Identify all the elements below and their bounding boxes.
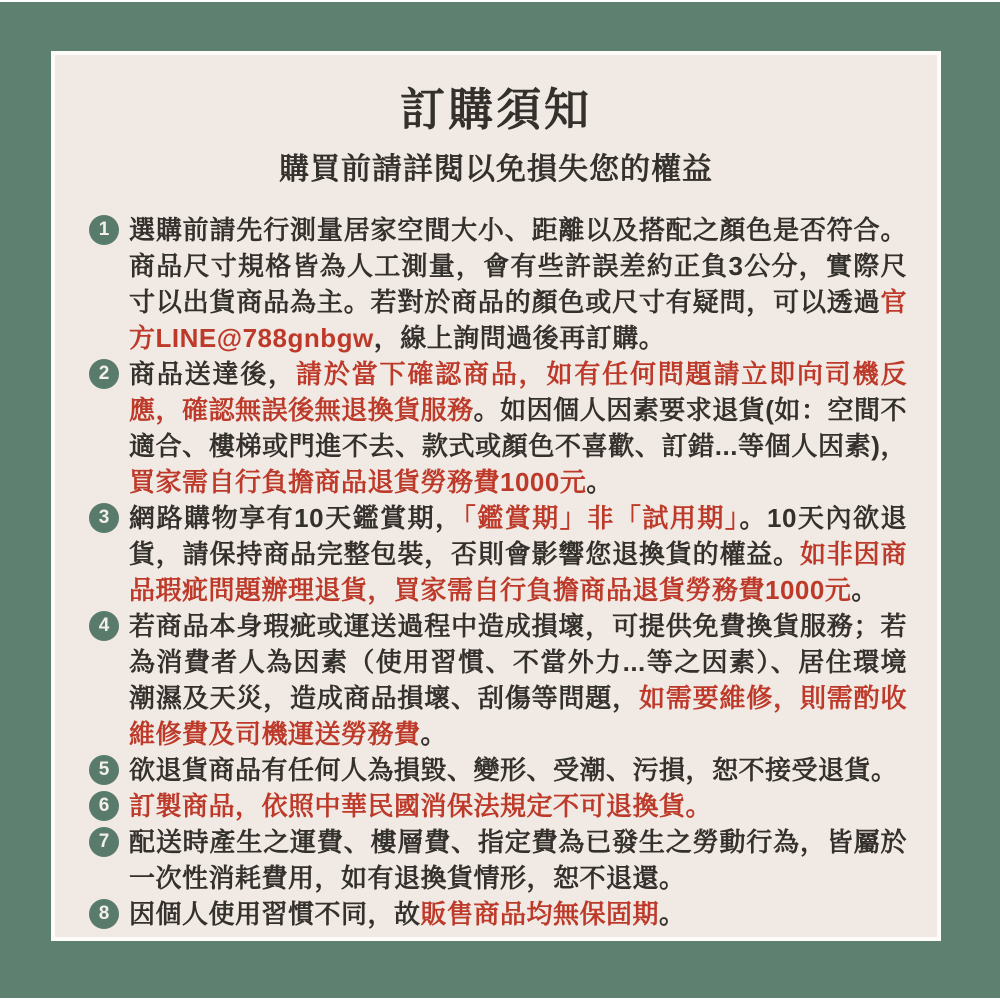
- page-subtitle: 購買前請詳閱以免損失您的權益: [279, 153, 713, 186]
- notice-item-2: [89, 356, 907, 500]
- item-text: [129, 212, 907, 356]
- highlighted-text: 如非因商品瑕疵問題辦理退貨，買家需自行負擔商品退貨勞務費1000元: [129, 539, 907, 605]
- notice-item-5: [89, 752, 907, 788]
- item-number-badge: 8: [89, 899, 119, 929]
- body-text: 。10天內欲退貨，請保持商品完整包裝，否則會影響您退換貨的權益。: [129, 503, 908, 569]
- body-text: 若商品本身瑕疵或運送過程中造成損壞，可提供免費換貨服務；若為消費者人為因素（使用習慣、不當外力...等之因素）、居住環境潮濕及天災，造成商品損壞、刮傷等問題，: [129, 611, 907, 713]
- body-text: 網路購物享有10天鑑賞期，: [129, 503, 463, 533]
- body-text: 商品送達後，: [129, 359, 296, 389]
- item-number-badge: 4: [89, 611, 119, 641]
- highlighted-text: 販售商品均無保固期: [420, 899, 660, 929]
- notice-item-6: [89, 788, 907, 824]
- item-text: [129, 356, 907, 500]
- highlighted-text: 買家需自行負擔商品退貨勞務費1000元: [129, 467, 587, 497]
- item-text: [129, 824, 907, 896]
- item-number-badge: 5: [89, 755, 119, 785]
- page-title: 訂購須知: [399, 84, 592, 135]
- body-text: 。: [420, 719, 448, 749]
- item-number-badge: 3: [89, 503, 119, 533]
- item-number-badge: 2: [89, 359, 119, 389]
- item-text: [129, 896, 686, 932]
- highlighted-text: 官方LINE@788gnbgw: [129, 287, 907, 353]
- item-text: [129, 500, 907, 608]
- top-edge-strip: [0, 0, 1000, 2]
- body-text: 因個人使用習慣不同，故: [129, 899, 421, 929]
- body-text: ，線上詢問過後再訂購。: [373, 323, 666, 353]
- body-text: 。: [659, 899, 686, 929]
- body-text: 。: [851, 575, 878, 605]
- body-text: 選購前請先行測量居家空間大小、距離以及搭配之顏色是否符合。商品尺寸規格皆為人工測量，會有些許誤差約正負3公分，實際尺寸以出貨商品為主。若對於商品的顏色或尺寸有疑問，可以透過: [129, 215, 907, 317]
- highlighted-text: 「鑑賞期」非「試用期」: [462, 503, 740, 533]
- item-number-badge: 6: [89, 791, 119, 821]
- body-text: 欲退貨商品有任何人為損毀、變形、受潮、污損，恕不接受退貨。: [129, 755, 898, 785]
- notice-item-7: [89, 824, 907, 896]
- item-text: [129, 752, 898, 788]
- item-number-badge: 1: [89, 215, 119, 245]
- notice-panel: [51, 51, 941, 941]
- notice-item-3: [89, 500, 907, 608]
- notice-item-1: [89, 212, 907, 356]
- body-text: 。: [586, 467, 613, 497]
- highlighted-text: 如需要維修，則需酌收維修費及司機運送勞務費: [129, 683, 907, 749]
- highlighted-text: 訂製商品，依照中華民國消保法規定不可退換貨。: [129, 791, 713, 821]
- highlighted-text: 請於當下確認商品，如有任何問題請立即向司機反應，確認無誤後無退換貨服務: [129, 359, 907, 425]
- notice-item-8: [89, 896, 907, 932]
- item-text: [129, 788, 712, 824]
- body-text: 。如因個人因素要求退貨(如：空間不適合、樓梯或門進不去、款式或顏色不喜歡、訂錯...等個人因素)，: [129, 395, 907, 461]
- notice-item-4: [89, 608, 907, 752]
- notice-list: [55, 212, 937, 932]
- item-number-badge: 7: [89, 827, 119, 857]
- item-text: [129, 608, 907, 752]
- body-text: 配送時產生之運費、樓層費、指定費為已發生之勞動行為，皆屬於一次性消耗費用，如有退換貨情形，恕不退還。: [129, 827, 907, 893]
